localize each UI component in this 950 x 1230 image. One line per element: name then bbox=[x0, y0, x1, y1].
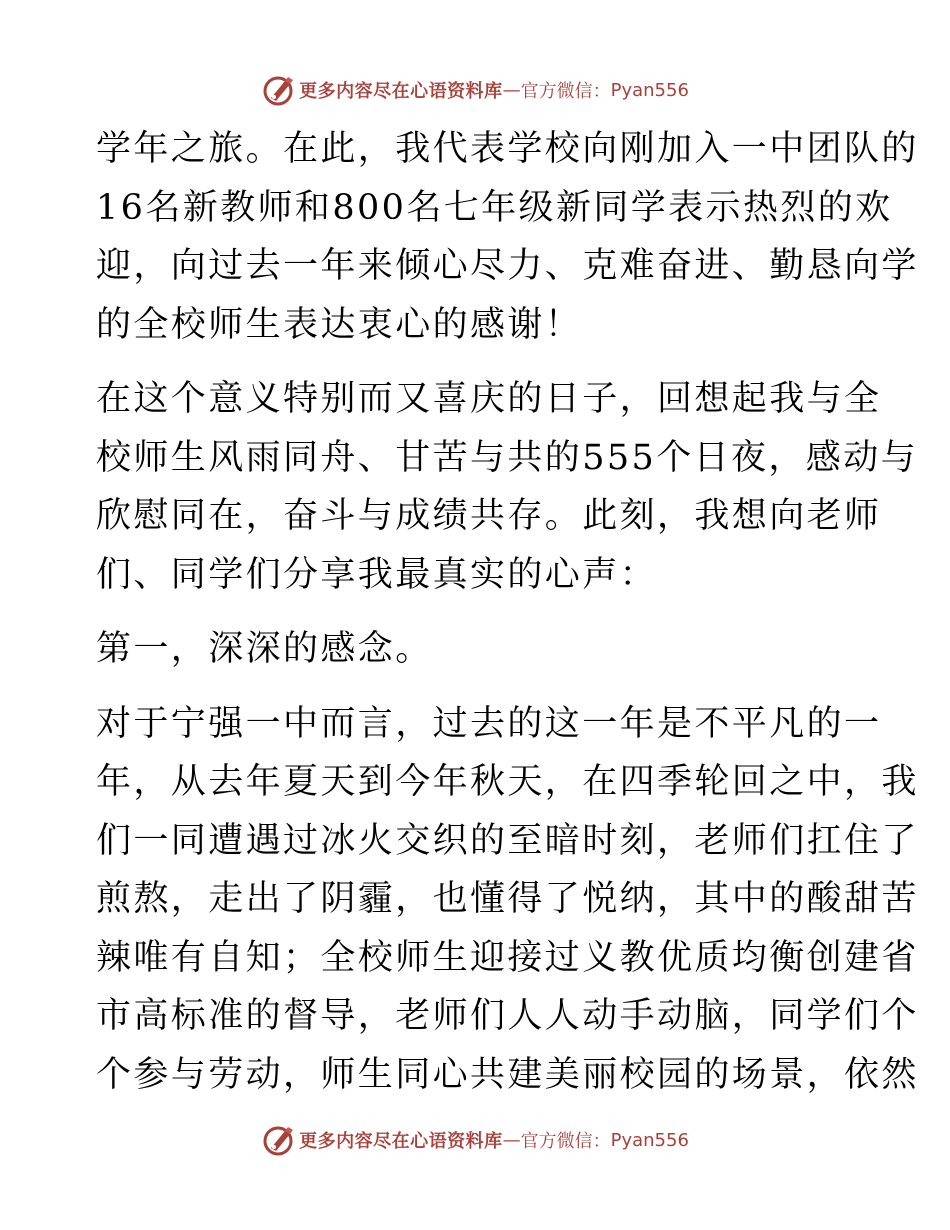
paragraph-4 bbox=[96, 695, 919, 1105]
banner-separator: — bbox=[502, 1129, 521, 1151]
text-line: 辣唯有自知；全校师生迎接过义教优质均衡创建省 bbox=[96, 937, 919, 978]
text-line: 学年之旅。在此，我代表学校向刚加入一中团队的 bbox=[96, 129, 919, 169]
banner-title: 更多内容尽在心语资料库 bbox=[299, 1131, 503, 1152]
text-line: 对于宁强一中而言，过去的这一年是不平凡的一 bbox=[96, 703, 882, 744]
text-line: 们、同学们分享我最真实的心声： bbox=[96, 554, 658, 595]
banner-title: 更多内容尽在心语资料库 bbox=[299, 81, 503, 102]
text-line: 迎，向过去一年来倾心尽力、克难奋进、勤恳向学 bbox=[96, 246, 919, 286]
banner-wechat-label: 官方微信： bbox=[520, 1131, 611, 1152]
document-body bbox=[96, 120, 919, 1104]
pen-logo-icon bbox=[261, 1122, 297, 1158]
text-line: 煎熬，走出了阴霾，也懂得了悦纳，其中的酸甜苦 bbox=[96, 879, 919, 919]
text-line: 在这个意义特别而又喜庆的日子，回想起我与全 bbox=[96, 379, 882, 419]
banner-separator: — bbox=[502, 79, 521, 101]
pen-logo-icon bbox=[261, 72, 297, 108]
text-line: 市高标准的督导，老师们人人动手动脑，同学们个 bbox=[96, 996, 919, 1036]
banner-wechat-label: 官方微信： bbox=[520, 81, 611, 102]
paragraph-1 bbox=[96, 120, 919, 354]
paragraph-3 bbox=[96, 620, 856, 679]
text-line: 个参与劳动，师生同心共建美丽校园的场景，依然 bbox=[96, 1054, 919, 1095]
text-line: 第一，深深的感念。 bbox=[96, 629, 433, 669]
footer-watermark-banner bbox=[0, 1118, 950, 1162]
banner-wechat-id: Pyan556 bbox=[610, 79, 689, 101]
text-line: 校师生风雨同舟、甘苦与共的555个日夜，感动与 bbox=[96, 437, 919, 478]
text-line: 们一同遭遇过冰火交织的至暗时刻，老师们扛住了 bbox=[96, 820, 919, 861]
header-watermark-banner bbox=[0, 68, 950, 112]
text-line: 年，从去年夏天到今年秋天，在四季轮回之中，我 bbox=[96, 762, 919, 802]
text-line: 16名新教师和800名七年级新同学表示热烈的欢 bbox=[96, 187, 893, 228]
paragraph-2 bbox=[96, 370, 919, 604]
banner-wechat-id: Pyan556 bbox=[610, 1129, 689, 1151]
text-line: 的全校师生表达衷心的感谢！ bbox=[96, 304, 583, 345]
text-line: 欣慰同在，奋斗与成绩共存。此刻，我想向老师 bbox=[96, 496, 882, 536]
